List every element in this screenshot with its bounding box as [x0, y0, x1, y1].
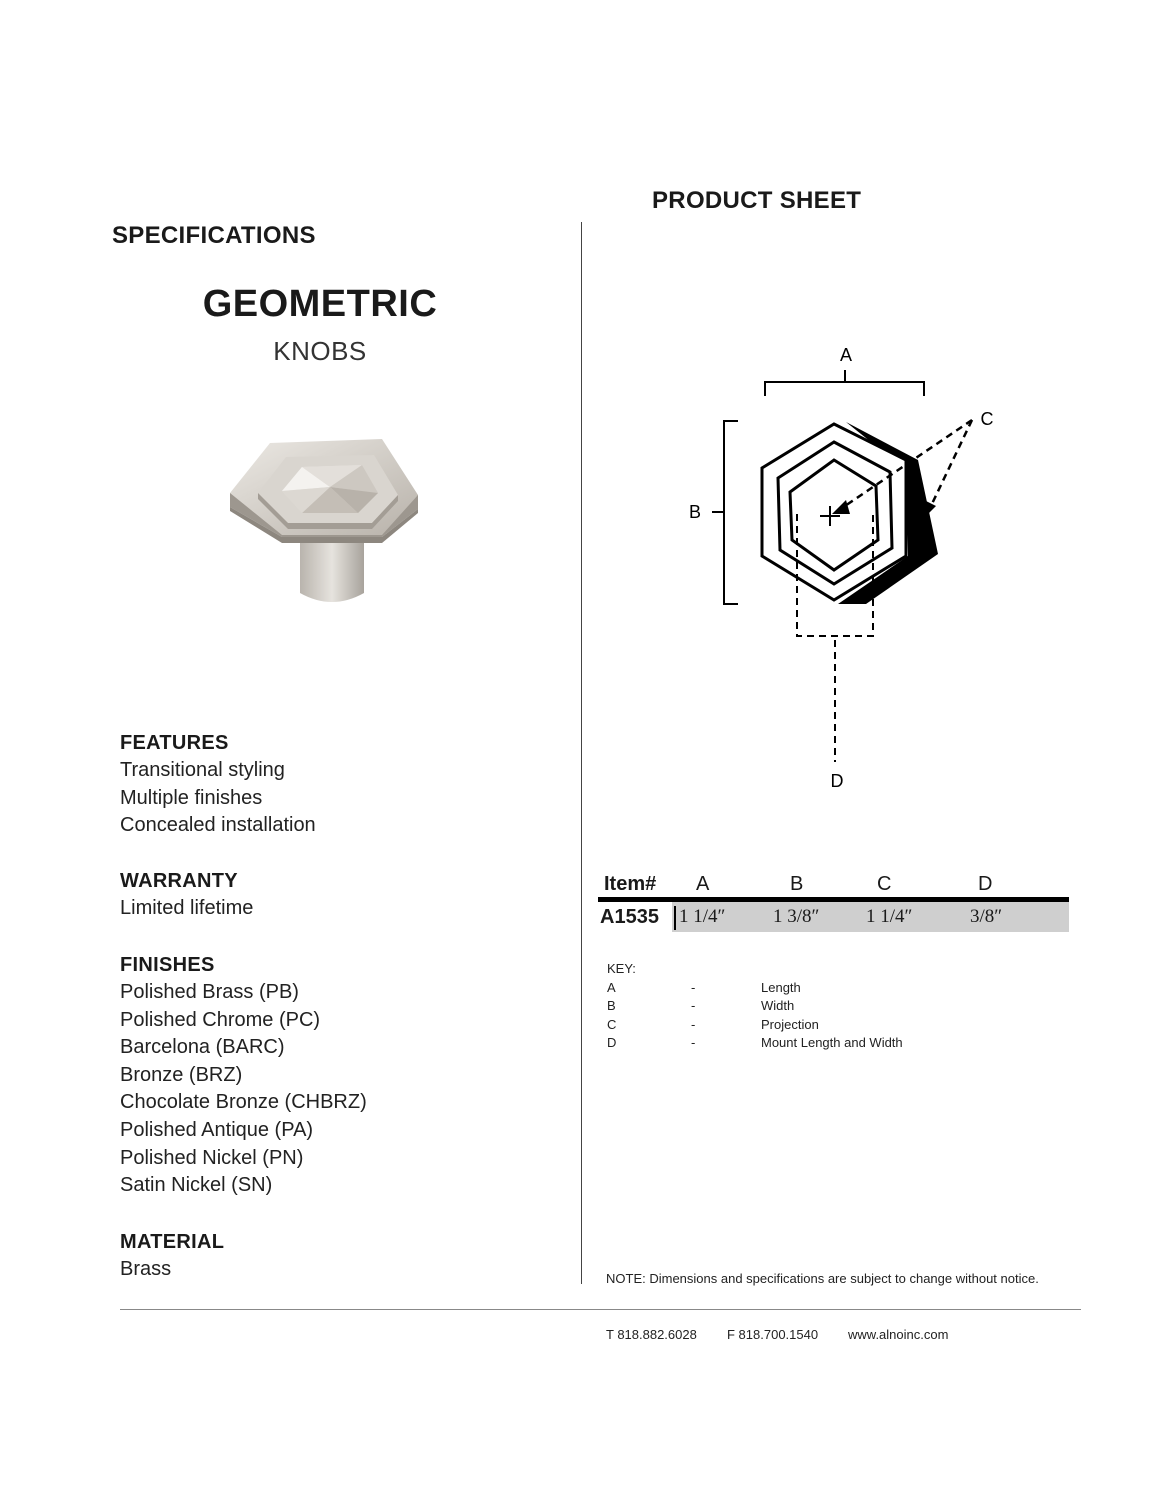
- disclaimer-note: NOTE: Dimensions and specifications are subject to change without notice.: [606, 1271, 1039, 1286]
- website-link[interactable]: www.alnoinc.com: [848, 1327, 949, 1342]
- table-header-d: D: [978, 873, 993, 895]
- footer-rule: [120, 1309, 1081, 1310]
- warranty-item: Limited lifetime: [120, 897, 254, 919]
- finishes-heading: FINISHES: [120, 954, 215, 976]
- dimension-b-label: B: [688, 502, 702, 522]
- hexagon-outline: [762, 422, 938, 604]
- knob-product-image: [222, 415, 442, 610]
- finish-item: Polished Nickel (PN): [120, 1146, 304, 1169]
- column-divider: [581, 222, 582, 1284]
- material-section: [120, 1228, 224, 1284]
- table-cell-c: 1 1/4″: [866, 906, 913, 927]
- warranty-section: [120, 867, 253, 923]
- key-dash: -: [691, 998, 696, 1013]
- dimension-b-bracket: [712, 421, 738, 604]
- dimension-diagram: [680, 335, 1020, 795]
- key-heading: KEY:: [607, 961, 636, 976]
- finish-item: Chocolate Bronze (CHBRZ): [120, 1091, 367, 1114]
- table-header-b: B: [790, 873, 804, 895]
- table-header-item: Item#: [604, 873, 657, 895]
- key-dash: -: [691, 1035, 696, 1050]
- table-cell-b: 1 3/8″: [773, 906, 820, 927]
- fax-number: F 818.700.1540: [727, 1327, 819, 1342]
- features-item: Transitional styling: [120, 759, 285, 781]
- finish-item: Polished Antique (PA): [120, 1118, 314, 1141]
- specifications-heading: SPECIFICATIONS: [112, 222, 316, 249]
- finish-item: Polished Chrome (PC): [120, 1008, 321, 1031]
- table-cell-d: 3/8″: [970, 906, 1003, 927]
- dimension-c-label: C: [980, 409, 994, 429]
- key-meaning: Length: [761, 980, 801, 995]
- table-header-a: A: [696, 873, 710, 895]
- key-meaning: Mount Length and Width: [761, 1035, 903, 1050]
- product-sheet-heading: PRODUCT SHEET: [652, 187, 862, 214]
- finish-item: Bronze (BRZ): [120, 1063, 243, 1086]
- table-cell-item: A1535: [600, 906, 659, 928]
- key-letter: A: [607, 980, 616, 995]
- phone-number: T 818.882.6028: [606, 1327, 697, 1342]
- finishes-section: [120, 951, 367, 1200]
- arrowhead: [924, 500, 936, 516]
- features-item: Concealed installation: [120, 814, 316, 837]
- key-letter: C: [607, 1017, 617, 1032]
- product-title: GEOMETRIC: [202, 283, 438, 325]
- table-cell-a: 1 1/4″: [679, 906, 726, 927]
- product-subtitle: KNOBS: [273, 336, 367, 366]
- table-cell-separator: [674, 906, 676, 930]
- finish-item: Polished Brass (PB): [120, 981, 299, 1003]
- material-heading: MATERIAL: [120, 1231, 225, 1253]
- dimension-a-bracket: [765, 370, 924, 396]
- dimension-a-label: A: [839, 345, 853, 365]
- features-section: [120, 729, 316, 840]
- key-letter: B: [607, 998, 616, 1013]
- features-item: Multiple finishes: [120, 786, 263, 809]
- features-heading: FEATURES: [120, 732, 229, 754]
- key-letter: D: [607, 1035, 617, 1050]
- material-item: Brass: [120, 1258, 172, 1280]
- key-dash: -: [691, 980, 696, 995]
- table-header-c: C: [877, 873, 892, 895]
- finish-item: Satin Nickel (SN): [120, 1174, 273, 1197]
- key-meaning: Width: [761, 998, 795, 1013]
- finish-item: Barcelona (BARC): [120, 1036, 285, 1059]
- dimension-d-label: D: [830, 771, 844, 791]
- key-dash: -: [691, 1017, 696, 1032]
- key-meaning: Projection: [761, 1017, 819, 1032]
- warranty-heading: WARRANTY: [120, 870, 238, 892]
